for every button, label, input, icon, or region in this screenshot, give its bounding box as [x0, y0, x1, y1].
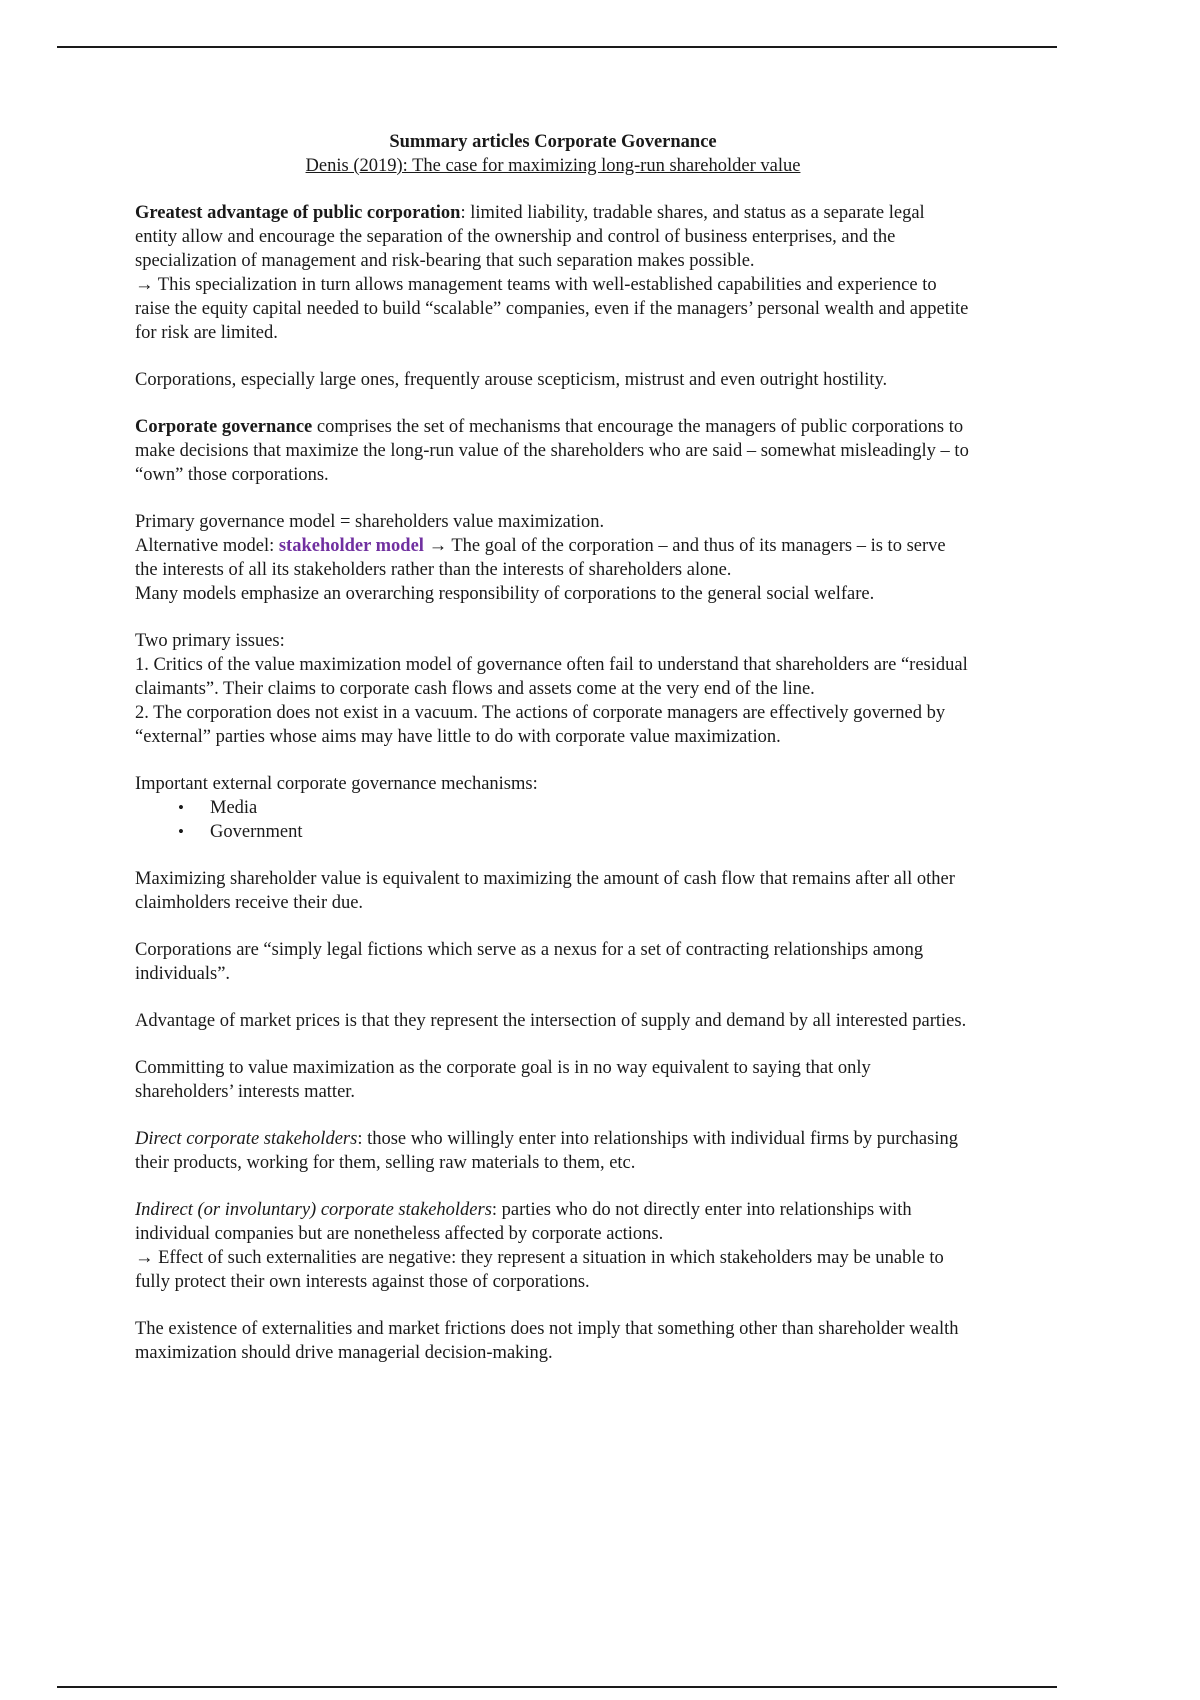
page-top-rule [57, 46, 1057, 48]
text-segment: → This specialization in turn allows management teams with well-established capabilities and experience to raise the equity capital needed to build “scalable” companies, even if the managers’ personal wealth and appetite for risk are limited. [135, 275, 969, 343]
text-segment: Indirect (or involuntary) corporate stakeholders [135, 1200, 492, 1220]
text-segment: 2. The corporation does not exist in a vacuum. The actions of corporate managers are effectively governed by “external” parties whose aims may have little to do with corporate value maximization. [135, 703, 946, 747]
text-segment: Advantage of market prices is that they represent the intersection of supply and demand by all interested parties. [135, 1011, 967, 1031]
paragraph [135, 510, 971, 606]
document-title: Summary articles Corporate Governance [389, 132, 717, 152]
paragraph [135, 1317, 971, 1365]
text-segment: : those who willingly enter into relationships with individual firms by purchasing their products, working for them, selling raw materials to them, etc. [135, 1129, 958, 1173]
text-segment: Committing to value maximization as the corporate goal is in no way equivalent to saying that only shareholders’ interests matter. [135, 1058, 871, 1102]
paragraph [135, 1056, 971, 1104]
text-segment: 1. Critics of the value maximization model of governance often fail to understand that shareholders are “residual claimants”. Their claims to corporate cash flows and assets come at the very end of the line. [135, 655, 968, 699]
paragraph [135, 1198, 971, 1294]
text-segment: comprises the set of mechanisms that encourage the managers of public corporations to make decisions that maximize the long-run value of the shareholders who are said – somewhat misleadingly – to “own” those corporations. [135, 417, 969, 485]
text-segment: : limited liability, tradable shares, and status as a separate legal entity allow and encourage the separation of the ownership and control of business enterprises, and the specialization of management and risk-bearing that such separation makes possible. [135, 203, 925, 271]
text-segment: Alternative model: [135, 536, 279, 556]
paragraph [135, 938, 971, 986]
document-body [135, 130, 971, 1388]
text-segment: Primary governance model = shareholders value maximization. [135, 512, 605, 532]
paragraph [135, 1009, 971, 1033]
list-item: • Media [178, 796, 971, 820]
document-subtitle: Denis (2019): The case for maximizing long-run shareholder value [305, 156, 801, 176]
paragraph [135, 368, 971, 392]
paragraph [135, 201, 971, 345]
text-segment: Corporations are “simply legal fictions which serve as a nexus for a set of contracting relationships among individuals”. [135, 940, 924, 984]
text-segment: The existence of externalities and market frictions does not imply that something other than shareholder wealth maximization should drive managerial decision-making. [135, 1319, 959, 1363]
text-segment: Important external corporate governance mechanisms: [135, 774, 538, 794]
paragraph [135, 867, 971, 915]
text-segment: → Effect of such externalities are negative: they represent a situation in which stakeholders may be unable to fully protect their own interests against those of corporations. [135, 1248, 944, 1292]
text-segment: Many models emphasize an overarching responsibility of corporations to the general social welfare. [135, 584, 875, 604]
bullet-list [135, 796, 971, 844]
text-segment: : parties who do not directly enter into relationships with individual companies but are nonetheless affected by corporate actions. [135, 1200, 912, 1244]
document-blocks [135, 201, 971, 1365]
text-segment: Maximizing shareholder value is equivalent to maximizing the amount of cash flow that remains after all other claimholders receive their due. [135, 869, 955, 913]
list-item: • Government [178, 820, 971, 844]
text-segment: stakeholder model [278, 536, 424, 556]
text-segment: → The goal of the corporation – and thus of its managers – is to serve the interests of all its stakeholders rather than the interests of shareholders alone. [135, 536, 946, 580]
page-bottom-rule [57, 1686, 1057, 1688]
text-segment: Greatest advantage of public corporation [135, 203, 461, 223]
text-segment: Corporations, especially large ones, frequently arouse scepticism, mistrust and even outright hostility. [135, 370, 888, 390]
text-segment: Direct corporate stakeholders [135, 1129, 358, 1149]
text-segment: Two primary issues: [135, 631, 285, 651]
text-segment: Corporate governance [135, 417, 313, 437]
paragraph [135, 772, 971, 796]
paragraph [135, 629, 971, 749]
paragraph [135, 415, 971, 487]
paragraph [135, 1127, 971, 1175]
